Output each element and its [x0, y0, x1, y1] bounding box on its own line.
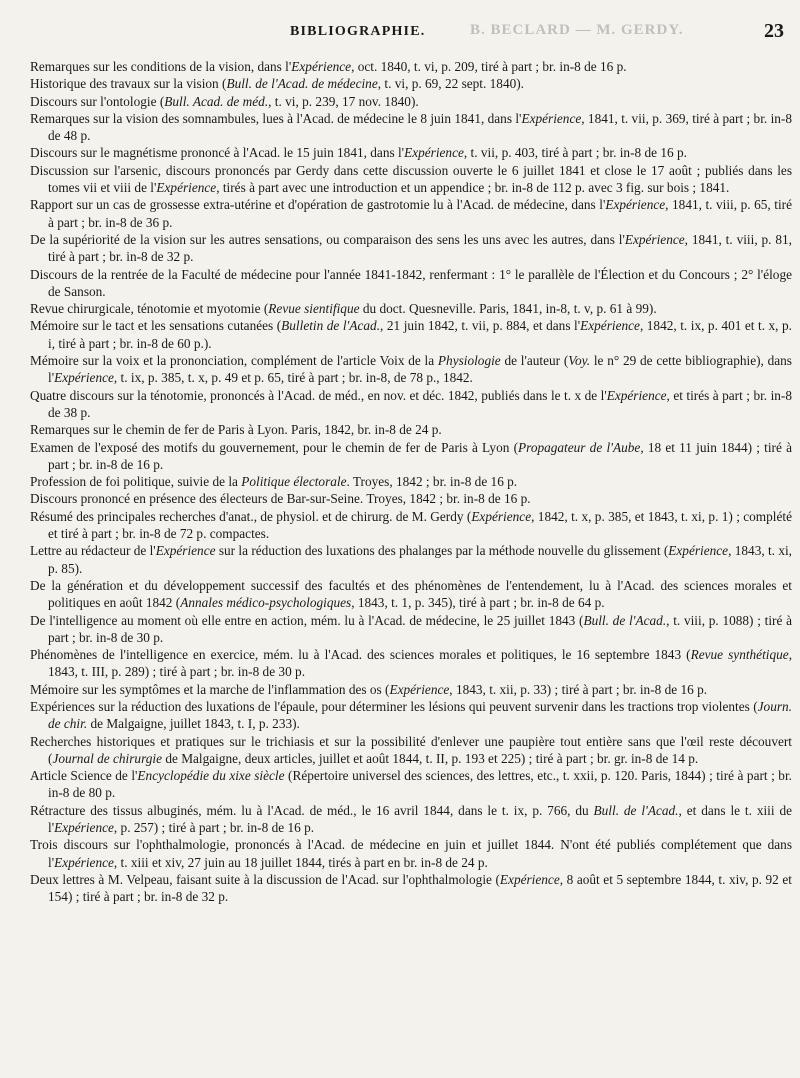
entry-italic-text: Expérience	[580, 318, 640, 334]
entry-italic-text: Expérience	[499, 871, 560, 887]
entry-italic-text: Expérience	[291, 59, 352, 74]
bibliography-entry	[30, 421, 792, 438]
entry-text: , oct. 1840, t. vi, p. 209, tiré à part ; br. in-8 de 16 p.	[351, 59, 627, 74]
bibliography-entry	[30, 767, 792, 802]
bibliography-list	[30, 58, 792, 906]
bibliography-entry	[30, 317, 792, 352]
bibliography-entry	[30, 58, 792, 75]
entry-italic-text: Bull. de l'Acad. de médecine	[226, 76, 378, 92]
entry-text: Mémoire sur la voix et la prononciation, complément de l'article Voix de la	[30, 353, 438, 369]
entry-italic-text: Revue sientifique	[268, 301, 360, 317]
entry-italic-text: Journal de chirurgie	[52, 750, 162, 766]
entry-text: Quatre discours sur la ténotomie, prononcés à l'Acad. de méd., en nov. et déc. 1842, publiés dans le t. x de l'	[30, 387, 607, 403]
entry-text: Revue chirurgicale, ténotomie et myotomie (	[30, 301, 269, 317]
entry-italic-text: Bull. Acad. de méd.	[164, 93, 269, 109]
entry-italic-text: Expérience	[54, 820, 114, 836]
entry-text: De la supériorité de la vision sur les autres sensations, ou comparaison des sens les uns avec les autres, dans l'	[30, 231, 625, 247]
entry-text: Profession de foi politique, suivie de la	[30, 474, 242, 490]
bibliography-entry	[30, 196, 792, 231]
entry-text: Article Science de l'	[30, 768, 138, 784]
bibliography-entry	[30, 646, 792, 681]
entry-text: , tirés à part avec une introduction et un appendice ; br. in-8 de 112 p. avec 3 fig. sur bois ; 1841.	[216, 180, 730, 196]
entry-text: Remarques sur la vision des somnambules, lues à l'Acad. de médecine le 8 juin 1841, dans l'	[30, 110, 522, 126]
entry-text: Historique des travaux sur la vision (	[30, 76, 227, 92]
entry-text: , et tirés à part ; br. in-8 de 38 p.	[48, 387, 792, 420]
entry-text: Lettre au rédacteur de l'	[30, 543, 156, 559]
bibliography-entry	[30, 577, 792, 612]
bibliography-entry	[30, 871, 792, 906]
entry-italic-text: Bulletin de l'Acad.	[281, 318, 381, 334]
entry-text: Rapport sur un cas de grossesse extra-utérine et d'opération de gastrotomie lu à l'Acad. de médecine, dans l'	[30, 197, 606, 213]
entry-italic-text: Expérience	[156, 180, 217, 196]
entry-text: , t. vii, p. 403, tiré à part ; br. in-8 de 16 p.	[463, 145, 687, 161]
entry-text: , 1843, t. III, p. 289) ; tiré à part ; br. in-8 de 30 p.	[48, 647, 793, 680]
entry-text: Rétracture des tissus albuginés, mém. lu à l'Acad. de méd., le 16 avril 1844, dans le t. ix, p. 766, du	[30, 802, 594, 818]
entry-italic-text: Bull. de l'Acad.	[583, 612, 667, 628]
entry-italic-text: Expérience	[404, 145, 464, 161]
entry-text: , 1843, t. xii, p. 33) ; tiré à part ; br. in-8 de 16 p.	[449, 681, 708, 697]
bibliography-entry	[30, 144, 792, 161]
bibliography-entry	[30, 473, 792, 490]
bibliography-entry	[30, 612, 792, 647]
entry-italic-text: Expérience	[521, 110, 582, 126]
entry-text: De la génération et du développement successif des facultés et des phénomènes de l'entendement, lu à l'Acad. des sciences morales et politiques en août 1842 (	[30, 577, 792, 611]
bibliography-entry	[30, 162, 792, 197]
entry-text: , t. viii, p. 1088) ; tiré à part ; br. in-8 de 30 p.	[48, 612, 792, 645]
bibliography-entry	[30, 75, 792, 92]
bibliography-entry	[30, 231, 792, 266]
bibliography-entry	[30, 698, 792, 733]
entry-italic-text: Expérience	[471, 508, 532, 524]
entry-italic-text: Voy.	[568, 353, 591, 369]
entry-text: , t. xiii et xiv, 27 juin au 18 juillet 1844, tirés à part en br. in-8 de 24 p.	[113, 854, 488, 870]
entry-text: , 1842, t. ix, p. 401 et t. x, p. i, tiré à part ; br. in-8 de 60 p.).	[48, 318, 793, 351]
entry-text: Résumé des principales recherches d'anat., de physiol. et de chirurg. de M. Gerdy (	[30, 508, 472, 524]
bibliography-entry	[30, 439, 792, 474]
bibliography-entry	[30, 110, 792, 145]
entry-text: Expériences sur la réduction des luxations de l'épaule, pour déterminer les lésions qui peuvent survenir dans les tractions trop violentes (	[30, 698, 758, 714]
entry-text: , t. vi, p. 239, 17 nov. 1840).	[268, 93, 419, 109]
entry-italic-text: Bull. de l'Acad.	[593, 802, 679, 818]
entry-text: Examen de l'exposé des motifs du gouvernement, pour le chemin de fer de Paris à Lyon (	[30, 439, 519, 455]
entry-text: , p. 257) ; tiré à part ; br. in-8 de 16 p.	[113, 820, 315, 836]
bibliography-entry	[30, 508, 792, 543]
entry-text: Phénomènes de l'intelligence en exercice, mém. lu à l'Acad. des sciences morales et politiques, le 16 septembre 1843 (	[30, 647, 691, 663]
bibliography-entry	[30, 490, 792, 507]
entry-text: , t. vi, p. 69, 22 sept. 1840).	[377, 76, 524, 92]
entry-text: . Troyes, 1842 ; br. in-8 de 16 p.	[346, 474, 518, 490]
entry-text: , 1841, t. viii, p. 81, tiré à part ; br. in-8 de 32 p.	[48, 231, 793, 265]
entry-text: Deux lettres à M. Velpeau, faisant suite à la discussion de l'Acad. sur l'ophthalmologie (	[30, 871, 500, 887]
bibliography-entry	[30, 542, 792, 577]
entry-italic-text: Propagateur de l'Aube	[518, 439, 641, 455]
entry-text: Discours de la rentrée de la Faculté de médecine pour l'année 1841-1842, renfermant : 1° le parallèle de l'Élection et du Concours ; 2° l'éloge de Sanson.	[30, 266, 792, 299]
bibliography-entry	[30, 387, 792, 422]
entry-text: Discours sur l'ontologie (	[30, 93, 165, 109]
entry-text: , 1843, t. xi, p. 85).	[48, 543, 793, 576]
page-number: 23	[764, 20, 784, 42]
entry-text: de Malgaigne, juillet 1843, t. I, p. 233).	[87, 716, 300, 732]
entry-text: sur la réduction des luxations des phalanges par la méthode nouvelle du glissement (	[215, 543, 669, 559]
entry-italic-text: Revue synthétique	[690, 647, 789, 663]
entry-text: Recherches historiques et pratiques sur le trichiasis et sur la possibilité d'enlever une paupière tout entière sans que l'œil reste découvert (	[30, 733, 792, 766]
entry-italic-text: Expérience	[668, 543, 729, 559]
entry-italic-text: Expérience	[155, 543, 216, 559]
entry-text: , 1843, t. 1, p. 345), tiré à part ; br. in-8 de 64 p.	[351, 595, 605, 611]
bleed-through-text: B. BECLARD — M. GERDY.	[470, 22, 684, 38]
entry-text: du doct. Quesneville. Paris, 1841, in-8, t. v, p. 61 à 99).	[359, 301, 657, 317]
entry-italic-text: Expérience	[606, 387, 667, 403]
entry-text: , et dans le t. xiii de l'	[48, 802, 792, 836]
running-head	[0, 18, 800, 48]
entry-italic-text: Encyclopédie du xixe siècle	[137, 768, 285, 784]
entry-text: Discours sur le magnétisme prononcé à l'Acad. le 15 juin 1841, dans l'	[30, 145, 405, 161]
entry-italic-text: Expérience	[389, 681, 450, 697]
bibliography-entry	[30, 681, 792, 698]
bibliography-entry	[30, 802, 792, 837]
entry-text: Mémoire sur le tact et les sensations cutanées (	[30, 318, 282, 334]
entry-text: de Malgaigne, deux articles, juillet et août 1844, t. II, p. 193 et 225) ; tiré à part ; br. gr. in-8 de 14 p.	[162, 750, 699, 766]
entry-italic-text: Annales médico-psychologiques	[180, 595, 352, 611]
entry-italic-text: Expérience	[54, 854, 114, 870]
entry-text: , 21 juin 1842, t. vii, p. 884, et dans l'	[380, 318, 581, 334]
entry-text: le n° 29 de cette bibliographie), dans l'	[48, 353, 792, 386]
entry-text: , t. ix, p. 385, t. x, p. 49 et p. 65, tiré à part ; br. in-8, de 78 p., 1842.	[113, 370, 473, 386]
entry-text: Trois discours sur l'ophthalmologie, prononcés à l'Acad. de médecine en juin et juillet 1844. N'ont été publiés complétement que dans l'	[30, 837, 792, 870]
entry-italic-text: Journ. de chir.	[48, 698, 792, 732]
bibliography-entry	[30, 733, 792, 768]
entry-italic-text: Expérience	[624, 231, 685, 247]
bibliography-entry	[30, 300, 792, 317]
entry-text: , 1841, t. viii, p. 65, tiré à part ; br. in-8 de 36 p.	[48, 197, 792, 230]
entry-text: , 1841, t. vii, p. 369, tiré à part ; br. in-8 de 48 p.	[48, 110, 792, 144]
running-title: BIBLIOGRAPHIE.	[290, 24, 426, 39]
bibliography-entry	[30, 93, 792, 110]
entry-text: (Répertoire universel des sciences, des lettres, etc., t. xxii, p. 120. Paris, 1844) ; tiré à part ; br. in-8 de 80 p.	[48, 768, 792, 801]
entry-text: de l'auteur (	[500, 353, 569, 369]
entry-text: De l'intelligence au moment où elle entre en action, mém. lu à l'Acad. de médecine, le 25 juillet 1843 (	[30, 612, 584, 628]
entry-text: , 8 août et 5 septembre 1844, t. xiv, p. 92 et 154) ; tiré à part ; br. in-8 de 32 p.	[48, 871, 792, 905]
bibliography-entry	[30, 836, 792, 871]
entry-italic-text: Politique électorale	[241, 474, 347, 490]
entry-text: Discussion sur l'arsenic, discours prononcés par Gerdy dans cette discussion ouverte le 6 juillet 1841 et close le 17 août ; publiés dans les tomes vii et viii de l'	[30, 162, 792, 196]
entry-italic-text: Expérience	[605, 197, 666, 213]
entry-text: , 18 et 11 juin 1844) ; tiré à part ; br. in-8 de 16 p.	[48, 439, 792, 472]
entry-text: , 1842, t. x, p. 385, et 1843, t. xi, p. 1) ; complété et tiré à part ; br. in-8 de 72 p. compactes.	[48, 508, 792, 542]
bibliography-entry	[30, 352, 792, 387]
entry-text: Remarques sur le chemin de fer de Paris à Lyon. Paris, 1842, br. in-8 de 24 p.	[30, 422, 442, 438]
entry-text: Remarques sur les conditions de la vision, dans l'	[30, 59, 292, 74]
entry-text: Discours prononcé en présence des électeurs de Bar-sur-Seine. Troyes, 1842 ; br. in-8 de 16 p.	[30, 491, 531, 507]
entry-italic-text: Physiologie	[437, 353, 501, 369]
entry-italic-text: Expérience	[54, 370, 114, 386]
bibliography-entry	[30, 266, 792, 301]
entry-text: Mémoire sur les symptômes et la marche de l'inflammation des os (	[30, 681, 390, 697]
